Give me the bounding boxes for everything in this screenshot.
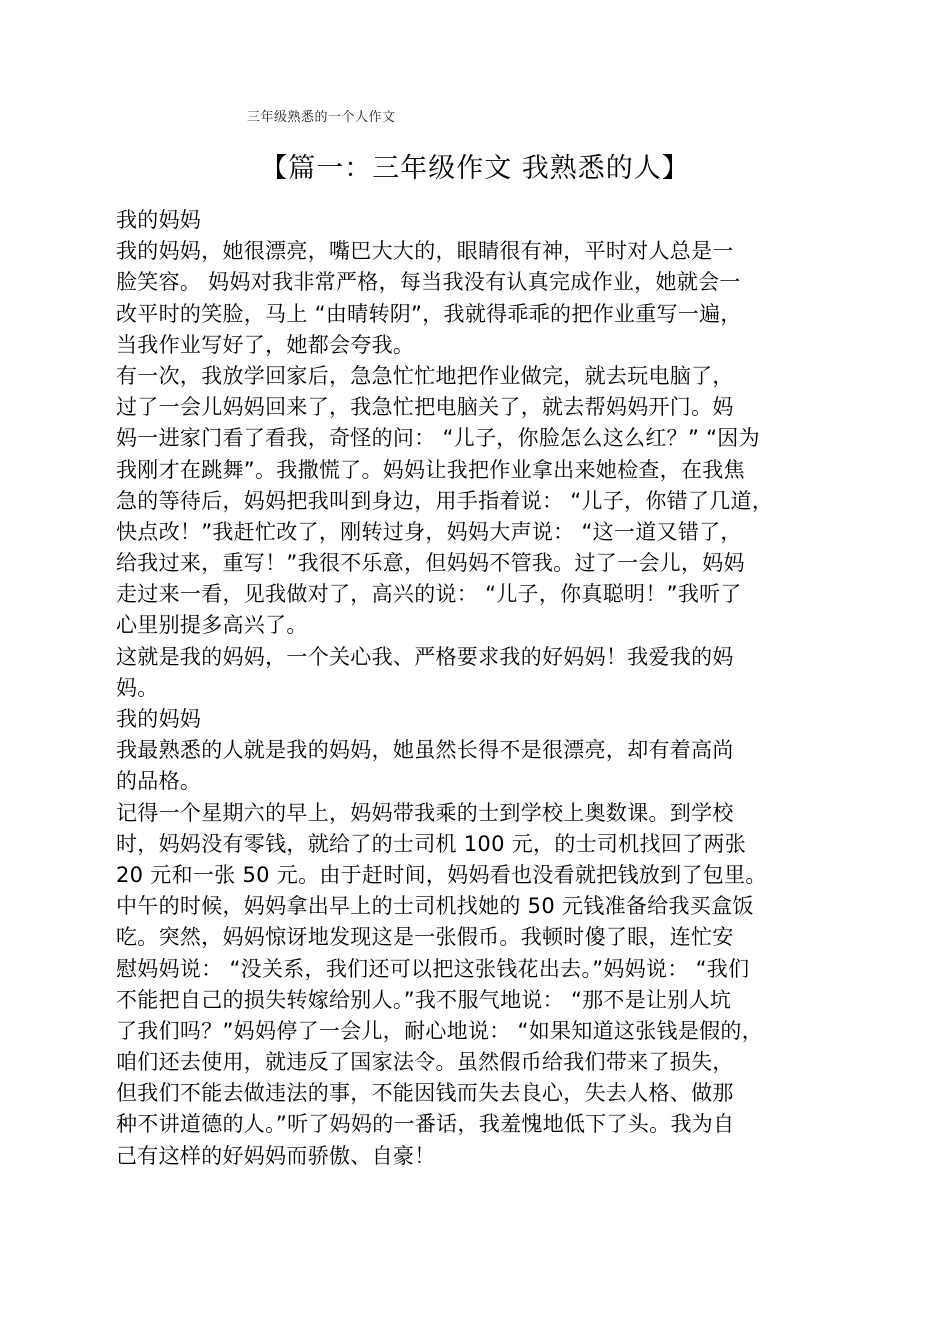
text-line: 我最熟悉的人就是我的妈妈，她虽然长得不是很漂亮，却有着高尚 <box>116 738 734 763</box>
text-line: 时，妈妈没有零钱，就给了的士司机 100 元，的士司机找回了两张 <box>116 831 747 856</box>
text-line: 中午的时候，妈妈拿出早上的士司机找她的 50 元钱准备给我买盒饭 <box>116 894 754 919</box>
text-line: 慰妈妈说： “没关系，我们还可以把这张钱花出去。”妈妈说： “我们 <box>116 956 750 981</box>
text-line: 过了一会儿妈妈回来了，我急忙把电脑关了，就去帮妈妈开门。妈 <box>116 395 734 420</box>
text-line: 有一次，我放学回家后，急急忙忙地把作业做完，就去玩电脑了， <box>116 363 734 388</box>
text-line: 种不讲道德的人。”听了妈妈的一番话，我羞愧地低下了头。我为自 <box>116 1112 735 1137</box>
text-line: 记得一个星期六的早上，妈妈带我乘的士到学校上奥数课。到学校 <box>116 800 734 825</box>
text-line: 20 元和一张 50 元。由于赶时间，妈妈看也没看就把钱放到了包里。 <box>116 862 767 887</box>
text-line: 己有这样的好妈妈而骄傲、自豪！ <box>116 1143 436 1168</box>
text-line: 我的妈妈 <box>116 707 202 731</box>
text-line: 当我作业写好了，她都会夸我。 <box>116 332 415 357</box>
text-line: 了我们吗？”妈妈停了一会儿，耐心地说： “如果知道这张钱是假的， <box>116 1018 764 1043</box>
text-line: 改平时的笑脸，马上 “由晴转阴”，我就得乖乖的把作业重写一遍， <box>116 301 742 326</box>
document-title: 【篇一：三年级作文 我熟悉的人】 <box>260 153 690 184</box>
text-line: 急的等待后，妈妈把我叫到身边，用手指着说： “儿子，你错了几道， <box>116 488 774 513</box>
text-line: 我的妈妈，她很漂亮，嘴巴大大的，眼睛很有神，平时对人总是一 <box>116 239 734 264</box>
text-line: 给我过来，重写！”我很不乐意，但妈妈不管我。过了一会儿，妈妈 <box>116 551 745 576</box>
text-line: 不能把自己的损失转嫁给别人。”我不服气地说： “那不是让别人坑 <box>116 987 732 1012</box>
text-line: 脸笑容。 妈妈对我非常严格，每当我没有认真完成作业，她就会一 <box>116 270 741 295</box>
text-line: 我刚才在跳舞”。我撒慌了。妈妈让我把作业拿出来她检查，在我焦 <box>116 457 745 482</box>
essay-body <box>116 205 846 1172</box>
text-line: 但我们不能去做违法的事，不能因钱而失去良心，失去人格、做那 <box>116 1081 734 1106</box>
text-line: 快点改！”我赶忙改了，刚转过身，妈妈大声说： “这一道又错了， <box>116 519 742 544</box>
text-line: 心里别提多高兴了。 <box>116 613 308 638</box>
text-line: 这就是我的妈妈，一个关心我、严格要求我的好妈妈！我爱我的妈 <box>116 644 734 669</box>
text-line: 走过来一看，见我做对了，高兴的说： “儿子，你真聪明！”我听了 <box>116 582 742 607</box>
text-line: 妈一进家门看了看我，奇怪的问： “儿子，你脸怎么这么红？” “因为 <box>116 426 760 451</box>
text-line: 咱们还去使用，就违反了国家法令。虽然假币给我们带来了损失， <box>116 1050 734 1075</box>
text-line: 的品格。 <box>116 769 202 794</box>
text-line: 吃。突然，妈妈惊讶地发现这是一张假币。我顿时傻了眼，连忙安 <box>116 925 734 950</box>
header-note: 三年级熟悉的一个人作文 <box>247 110 396 125</box>
text-line: 我的妈妈 <box>116 208 202 232</box>
text-line: 妈。 <box>116 675 159 700</box>
